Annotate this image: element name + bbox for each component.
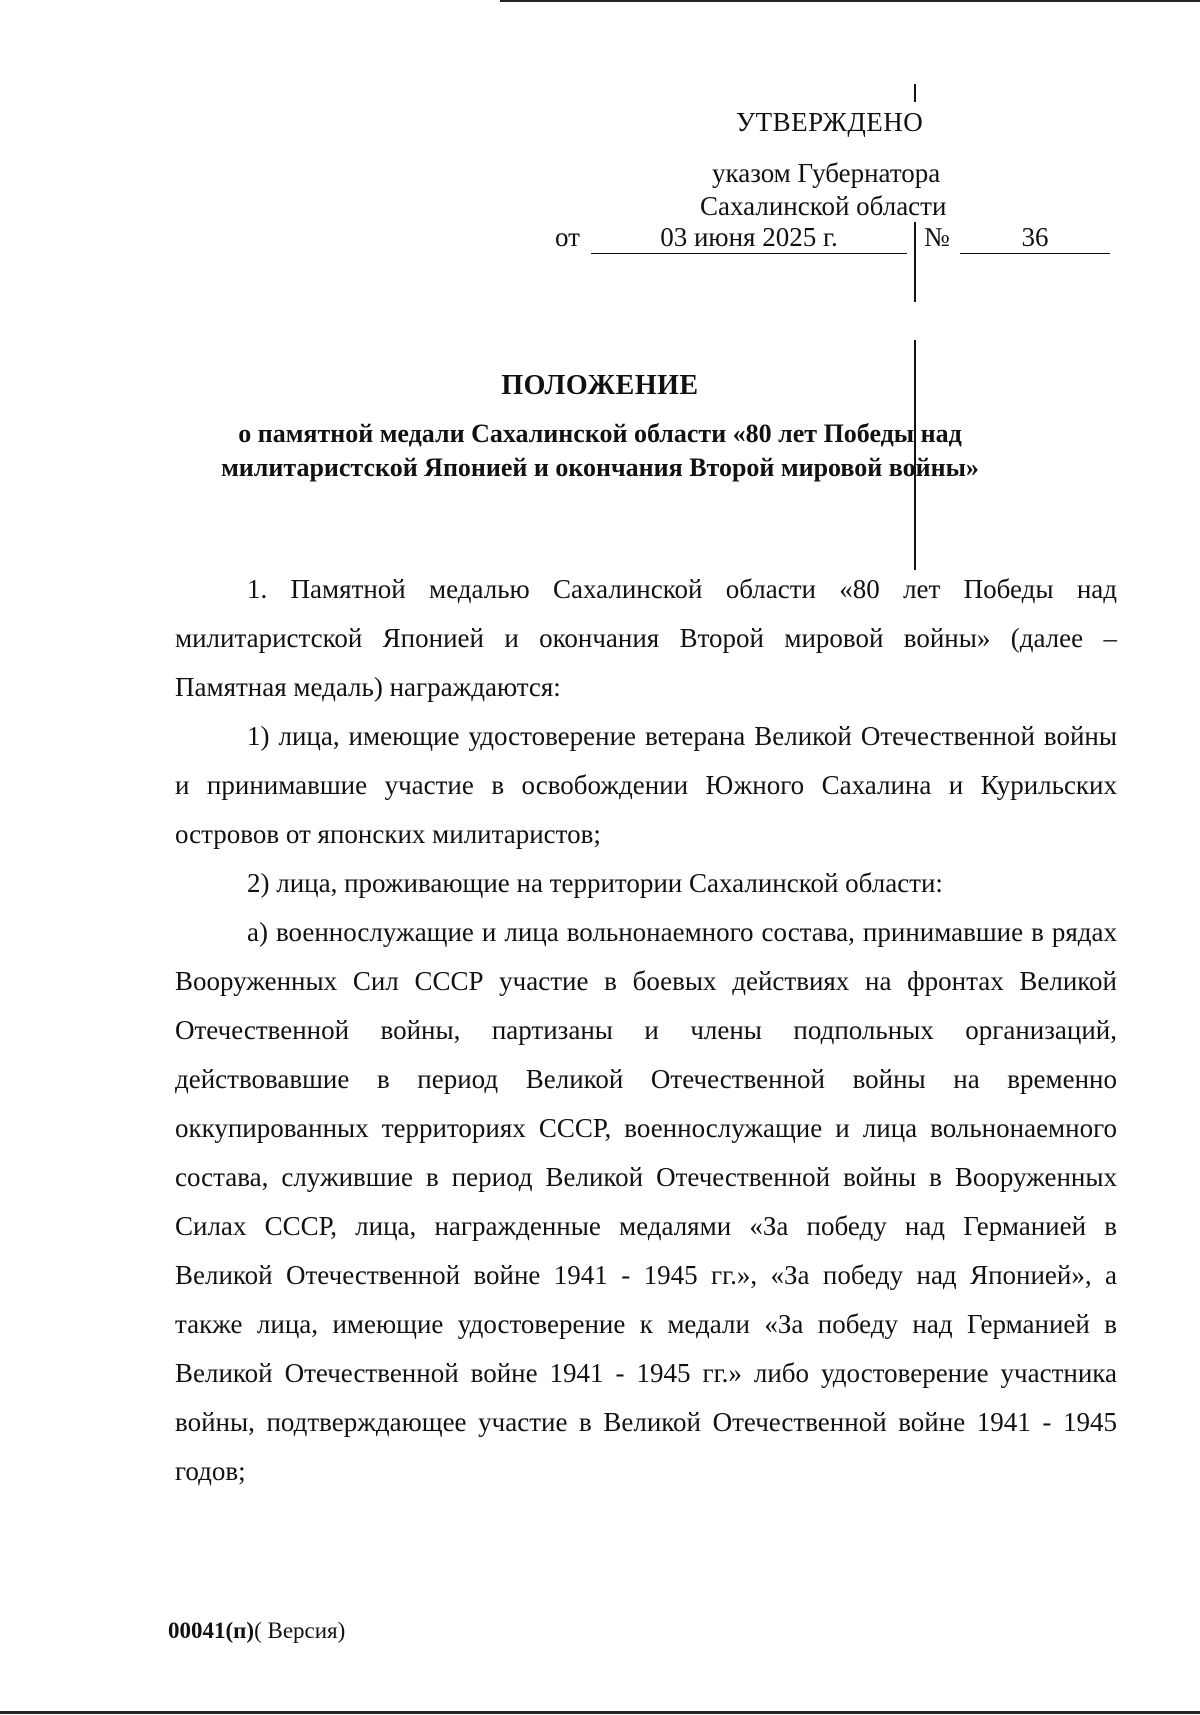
approval-authority: указом Губернатора — [712, 158, 941, 188]
paragraph: 1. Памятной медалью Сахалинской области «80 лет Победы над милитаристской Японией и окончания Второй мировой войны» (далее – Памятная медаль) награждаются: — [175, 574, 1117, 702]
subtitle-line: о памятной медали Сахалинской области «80 лет Победы над — [238, 419, 962, 448]
approval-date-row — [555, 222, 1115, 258]
document-body — [175, 565, 1117, 1496]
scan-edge-top — [500, 0, 1200, 2]
paragraph: а) военнослужащие и лица вольнонаемного состава, принимавшие в рядах Вооруженных Сил СССР участие в боевых действиях на фронтах Великой Отечественной войны, партизаны и члены подпольных организаций, действовавшие в период Великой Отечественной войны на временно оккупированных территориях СССР, военнослужащие и лица вольнонаемного состава, служившие в период Великой Отечественной войны в Вооруженных Силах СССР, лица, награжденные медалями «За победу над Германией в Великой Отечественной войне 1941 - 1945 гг.», «За победу над Японией», а также лица, имеющие удостоверение к медали «За победу над Германией в Великой Отечественной войне 1941 - 1945 гг.» либо удостоверение участника войны, подтверждающее участие в Великой Отечественной войне 1941 - 1945 годов; — [175, 917, 1117, 1486]
approval-region: Сахалинской области — [700, 191, 947, 221]
decree-number: 36 — [960, 222, 1110, 254]
document-footer — [168, 1618, 345, 1644]
document-title: ПОЛОЖЕНИЕ — [501, 370, 699, 401]
date-prefix: от — [555, 222, 580, 252]
document-code: 00041(п) — [168, 1618, 255, 1643]
decree-date: 03 июня 2025 г. — [591, 222, 907, 254]
approval-title: УТВЕРЖДЕНО — [736, 107, 924, 137]
document-subtitle — [0, 417, 1200, 485]
subtitle-line: милитаристской Японией и окончания Второй мировой войны» — [221, 453, 979, 482]
paragraph: 2) лица, проживающие на территории Сахалинской области: — [247, 868, 943, 898]
document-version: ( Версия) — [254, 1618, 346, 1643]
scan-edge-bottom — [0, 1711, 1200, 1714]
number-sign: № — [924, 222, 950, 252]
scan-fold-line — [914, 84, 916, 102]
paragraph: 1) лица, имеющие удостоверение ветерана Великой Отечественной войны и принимавшие участие в освобождении Южного Сахалина и Курильских островов от японских милитаристов; — [175, 721, 1117, 849]
